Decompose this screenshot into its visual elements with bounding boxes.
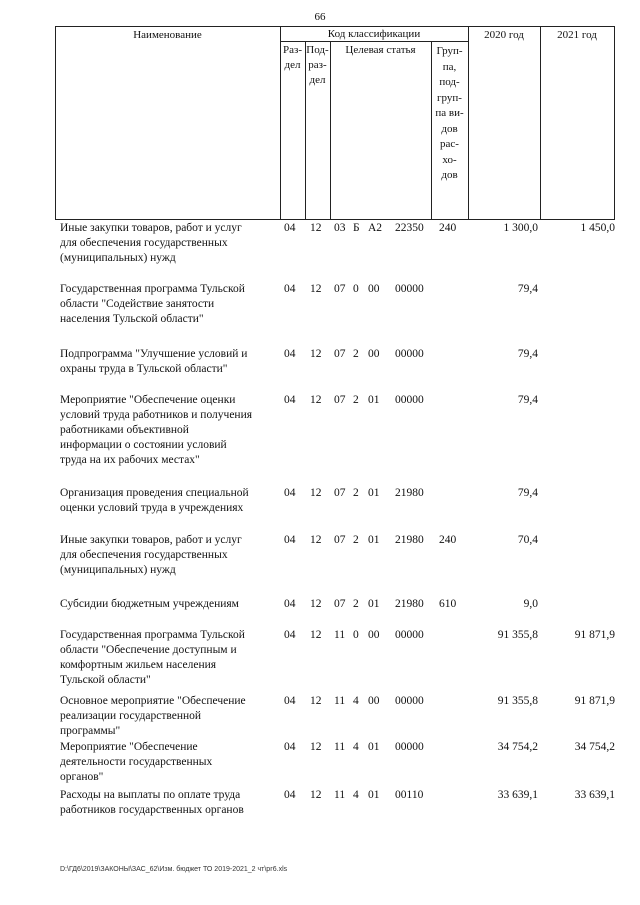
row-amount-2020: 70,4 [517, 534, 538, 546]
row-name-line: условий труда работников и получения [60, 409, 253, 421]
row-name-line: Тульской области" [60, 674, 151, 686]
header-razdel [280, 44, 305, 72]
row-name-line: Подпрограмма "Улучшение условий и [60, 348, 248, 360]
row-code-cs2: 4 [353, 741, 359, 753]
header-divider [330, 41, 331, 220]
header-border-left [55, 26, 56, 220]
row-code-cs1: 07 [334, 534, 346, 546]
header-border-right [614, 26, 615, 220]
row-name [60, 628, 278, 688]
row-amount-2020: 1 300,0 [503, 222, 538, 234]
row-code-cs3: 00 [368, 348, 380, 360]
header-group-line: па ви- [435, 107, 464, 119]
header-top-border [55, 26, 615, 27]
row-code-rz: 04 [284, 741, 296, 753]
row-code-rz: 04 [284, 283, 296, 295]
header-group-line: дов [441, 122, 458, 135]
row-code-cs4: 22350 [395, 222, 424, 234]
row-code-pr: 12 [310, 741, 322, 753]
row-code-cs3: 01 [368, 789, 380, 801]
row-name-line: Основное мероприятие "Обеспечение [60, 695, 246, 707]
row-code-pr: 12 [310, 629, 322, 641]
row-code-pr: 12 [310, 598, 322, 610]
row-name [60, 221, 278, 266]
row-code-cs3: А2 [368, 222, 383, 234]
row-code-rz: 04 [284, 695, 296, 707]
header-podrazdel-line: Под- [306, 44, 329, 56]
row-name-line: комфортным жильем населения [60, 659, 217, 671]
row-code-vr: 240 [439, 222, 457, 234]
table-header [55, 26, 615, 220]
row-code-cs2: 2 [353, 348, 359, 360]
row-name-line: охраны труда в Тульской области" [60, 363, 228, 375]
row-amount-2020: 9,0 [523, 598, 538, 610]
row-code-cs1: 07 [334, 348, 346, 360]
header-divider [468, 26, 469, 220]
row-code-cs3: 00 [368, 283, 380, 295]
header-year-2021: 2021 год [557, 29, 597, 41]
row-code-pr: 12 [310, 348, 322, 360]
row-code-cs4: 21980 [395, 534, 424, 546]
row-name-line: Организация проведения специальной [60, 487, 249, 499]
row-name-line: (муниципальных) нужд [60, 252, 176, 264]
header-group-line: под- [439, 76, 460, 88]
row-amount-2020: 79,4 [517, 348, 538, 360]
row-code-pr: 12 [310, 394, 322, 406]
row-code-cs3: 01 [368, 741, 380, 753]
row-name [60, 393, 278, 468]
header-group [431, 44, 468, 184]
row-code-rz: 04 [284, 534, 296, 546]
row-name [60, 694, 278, 739]
row-amount-2021: 1 450,0 [580, 222, 615, 234]
row-name-line: деятельности государственных [60, 756, 213, 768]
row-name [60, 597, 278, 612]
header-group-line: рас- [440, 138, 459, 150]
row-code-vr: 610 [439, 598, 457, 610]
row-code-cs4: 21980 [395, 487, 424, 499]
row-code-cs1: 11 [334, 629, 346, 641]
row-code-cs4: 21980 [395, 598, 424, 610]
row-code-cs1: 11 [334, 741, 346, 753]
row-amount-2020: 79,4 [517, 394, 538, 406]
row-name-line: для обеспечения государственных [60, 237, 228, 249]
header-group-line: Груп- [436, 45, 463, 57]
row-code-vr: 240 [439, 534, 457, 546]
row-amount-2020: 79,4 [517, 487, 538, 499]
row-code-cs2: 2 [353, 487, 359, 499]
row-code-pr: 12 [310, 222, 322, 234]
page-number: 66 [314, 11, 326, 23]
row-name-line: Государственная программа Тульской [60, 629, 245, 641]
row-code-pr: 12 [310, 789, 322, 801]
row-code-cs4: 00110 [395, 789, 424, 801]
row-name-line: труда на их рабочих местах" [60, 454, 200, 466]
header-razdel-line: Раз- [282, 44, 302, 56]
row-code-cs4: 00000 [395, 629, 424, 641]
row-code-pr: 12 [310, 695, 322, 707]
row-code-pr: 12 [310, 283, 322, 295]
row-name-line: органов" [60, 771, 104, 783]
row-amount-2020: 79,4 [517, 283, 538, 295]
row-code-rz: 04 [284, 789, 296, 801]
row-amount-2021: 33 639,1 [574, 789, 615, 801]
row-code-cs3: 01 [368, 394, 380, 406]
row-name-line: области "Содействие занятости [60, 298, 215, 310]
header-year-2020: 2020 год [484, 29, 524, 41]
row-code-cs1: 07 [334, 598, 346, 610]
row-code-cs3: 00 [368, 695, 380, 707]
row-name-line: Иные закупки товаров, работ и услуг [60, 222, 242, 234]
row-name-line: информации о состоянии условий [60, 439, 227, 451]
row-code-rz: 04 [284, 487, 296, 499]
row-name-line: Мероприятие "Обеспечение [60, 741, 198, 753]
header-group-line: па, [442, 60, 457, 73]
header-razdel-line: дел [284, 59, 301, 71]
row-code-cs4: 00000 [395, 695, 424, 707]
row-code-cs1: 07 [334, 394, 346, 406]
row-name [60, 347, 278, 377]
row-name [60, 533, 278, 578]
header-bottom-border [55, 219, 615, 220]
row-code-cs4: 00000 [395, 283, 424, 295]
row-name-line: Иные закупки товаров, работ и услуг [60, 534, 242, 546]
row-amount-2020: 33 639,1 [497, 789, 538, 801]
header-podrazdel [305, 44, 330, 87]
row-amount-2020: 34 754,2 [497, 741, 538, 753]
file-path-footer: D:\ГД6\2019\ЗАКОНЫ\ЗАС_62\Изм. бюджет ТО 2019-2021_2 чт\рг6.xls [60, 866, 288, 873]
row-name-line: населения Тульской области" [60, 313, 204, 325]
row-code-cs3: 01 [368, 487, 380, 499]
row-code-rz: 04 [284, 222, 296, 234]
row-name-line: работников государственных органов [60, 804, 244, 816]
row-amount-2021: 91 871,9 [574, 695, 615, 707]
row-amount-2021: 34 754,2 [574, 741, 615, 753]
row-code-cs4: 00000 [395, 741, 424, 753]
row-code-cs1: 11 [334, 695, 346, 707]
row-code-cs1: 07 [334, 283, 346, 295]
row-name [60, 282, 278, 327]
row-name-line: реализации государственной [60, 710, 202, 722]
header-podrazdel-line: дел [309, 74, 326, 86]
row-name-line: (муниципальных) нужд [60, 564, 176, 576]
row-code-cs3: 01 [368, 598, 380, 610]
row-name-line: для обеспечения государственных [60, 549, 228, 561]
row-amount-2021: 91 871,9 [574, 629, 615, 641]
row-name-line: Государственная программа Тульской [60, 283, 245, 295]
header-group-line: хо- [442, 153, 457, 166]
row-name-line: программы" [60, 725, 121, 737]
row-code-cs1: 11 [334, 789, 346, 801]
row-code-pr: 12 [310, 534, 322, 546]
header-group-line: дов [441, 169, 458, 181]
row-code-cs4: 00000 [395, 348, 424, 360]
row-amount-2020: 91 355,8 [497, 695, 538, 707]
row-code-cs2: 4 [353, 789, 359, 801]
header-group-line: груп- [437, 91, 462, 104]
row-code-cs2: 0 [353, 629, 359, 641]
row-name-line: Субсидии бюджетным учреждениям [60, 598, 239, 610]
row-code-cs4: 00000 [395, 394, 424, 406]
row-name [60, 788, 278, 818]
row-code-cs2: 2 [353, 394, 359, 406]
row-code-cs1: 07 [334, 487, 346, 499]
row-name [60, 486, 278, 516]
header-code-divider [280, 41, 468, 42]
row-code-rz: 04 [284, 598, 296, 610]
row-amount-2020: 91 355,8 [497, 629, 538, 641]
header-target: Целевая статья [345, 44, 416, 56]
row-code-cs2: Б [353, 222, 360, 234]
row-code-cs2: 4 [353, 695, 359, 707]
header-code: Код классификации [327, 28, 421, 40]
row-name-line: Расходы на выплаты по оплате труда [60, 789, 241, 801]
row-name [60, 740, 278, 785]
row-code-rz: 04 [284, 348, 296, 360]
row-code-cs2: 2 [353, 534, 359, 546]
row-code-pr: 12 [310, 487, 322, 499]
row-name-line: оценки условий труда в учреждениях [60, 502, 244, 514]
header-divider [540, 26, 541, 220]
header-podrazdel-line: раз- [308, 59, 327, 71]
row-code-cs2: 2 [353, 598, 359, 610]
row-name-line: Мероприятие "Обеспечение оценки [60, 394, 236, 406]
row-code-rz: 04 [284, 629, 296, 641]
row-code-cs3: 01 [368, 534, 380, 546]
row-code-cs2: 0 [353, 283, 359, 295]
row-code-cs1: 03 [334, 222, 346, 234]
header-name: Наименование [133, 29, 202, 41]
row-code-cs3: 00 [368, 629, 380, 641]
row-code-rz: 04 [284, 394, 296, 406]
row-name-line: работниками объективной [60, 424, 189, 436]
row-name-line: области "Обеспечение доступным и [60, 644, 237, 656]
